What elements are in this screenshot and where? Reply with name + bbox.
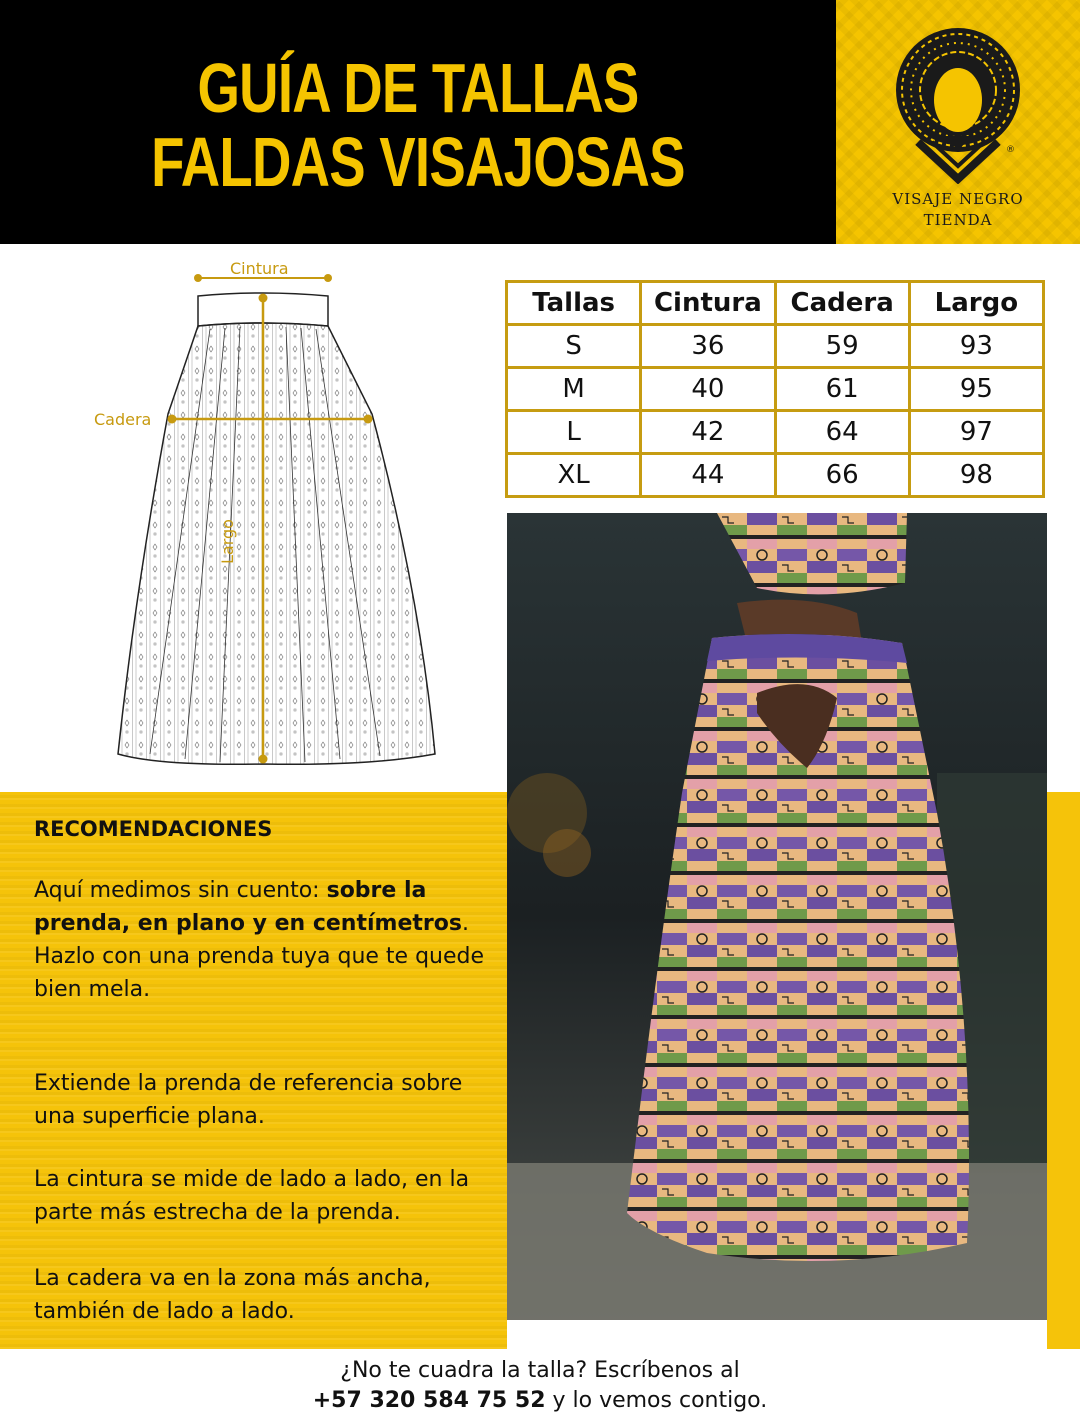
table-row: [507, 411, 1044, 454]
p1-intro: Aquí medimos sin cuento:: [34, 878, 327, 903]
header-cintura: Cintura: [641, 282, 775, 325]
size-cell: M: [507, 368, 641, 411]
page-title-line1: GUÍA DE TALLAS: [197, 49, 639, 127]
length-cell: 93: [909, 325, 1043, 368]
waist-cell: 44: [641, 454, 775, 497]
table-row: [507, 325, 1044, 368]
recommendation-paragraph-3: La cintura se mide de lado a lado, en la parte más estrecha de la prenda.: [34, 1167, 470, 1225]
footer-line-2-rest: y lo vemos contigo.: [545, 1388, 768, 1413]
size-table: [505, 280, 1045, 498]
size-cell: S: [507, 325, 641, 368]
length-cell: 97: [909, 411, 1043, 454]
table-row: [507, 368, 1044, 411]
hip-label: Cadera: [94, 410, 152, 429]
size-table-header-row: [507, 282, 1044, 325]
page-title-line2: FALDAS VISAJOSAS: [151, 123, 685, 201]
footer-phone-link[interactable]: +57 320 584 75 52: [312, 1388, 546, 1413]
p1-rest: . Hazlo con una prenda tuya que te quede bien mela.: [34, 911, 485, 1002]
model-photo: [507, 513, 1047, 1320]
footer-line-1: ¿No te cuadra la talla? Escríbenos al: [340, 1358, 740, 1383]
hip-cell: 59: [775, 325, 909, 368]
header-cadera: Cadera: [775, 282, 909, 325]
header-tallas: Tallas: [507, 282, 641, 325]
hip-cell: 64: [775, 411, 909, 454]
table-row: [507, 454, 1044, 497]
waist-cell: 42: [641, 411, 775, 454]
size-cell: XL: [507, 454, 641, 497]
waist-label: Cintura: [230, 259, 289, 278]
skirt-illustration: [90, 254, 470, 794]
skirt-model-image: [507, 513, 1047, 1320]
hip-cell: 66: [775, 454, 909, 497]
length-label: Largo: [218, 519, 237, 564]
waist-cell: 40: [641, 368, 775, 411]
recommendation-paragraph-2: Extiende la prenda de referencia sobre una superficie plana.: [34, 1071, 463, 1129]
recommendation-paragraph-4: La cadera va en la zona más ancha, también de lado a lado.: [34, 1266, 431, 1324]
recommendations-heading: RECOMENDACIONES: [34, 817, 273, 841]
header-largo: Largo: [909, 282, 1043, 325]
waist-cell: 36: [641, 325, 775, 368]
afro-woman-silhouette-logo-icon: [888, 24, 1028, 184]
registered-mark: ®: [1006, 145, 1015, 155]
skirt-diagram: [90, 254, 470, 794]
brand-name: VISAJE NEGRO: [892, 190, 1024, 208]
size-cell: L: [507, 411, 641, 454]
p1-bold: sobre la prenda, en plano y en centímetros: [34, 878, 462, 936]
length-cell: 95: [909, 368, 1043, 411]
brand-logo-panel: [836, 0, 1080, 244]
footer-line-2: [0, 1388, 1080, 1413]
brand-subname: TIENDA: [923, 211, 993, 229]
length-cell: 98: [909, 454, 1043, 497]
yellow-edge-strip: [1047, 792, 1080, 1349]
recommendation-paragraph-1: [34, 874, 494, 1006]
header-banner: [0, 0, 836, 244]
hip-cell: 61: [775, 368, 909, 411]
